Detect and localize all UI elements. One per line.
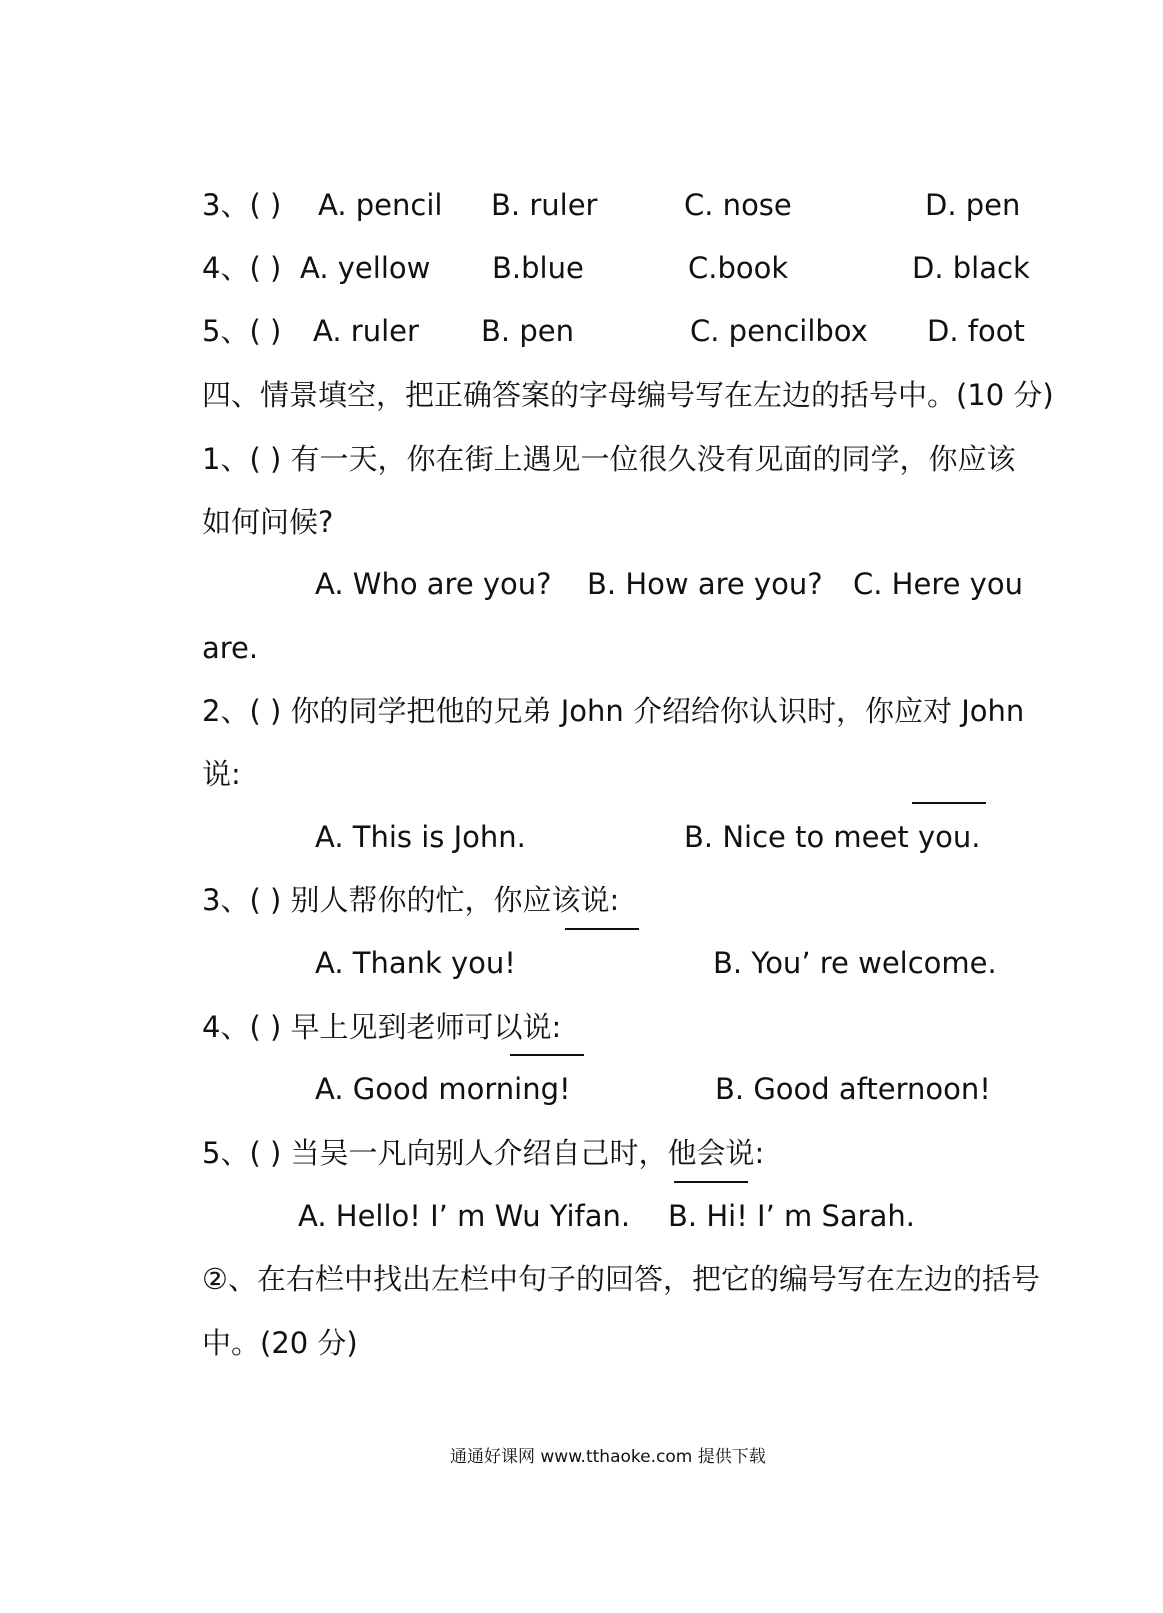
q5-blank-line: [674, 1181, 748, 1183]
choice-row-4-option-c: C.book: [688, 251, 789, 285]
q2-prompt-line2: 说:: [202, 757, 241, 791]
choice-row-5-option-b: B. pen: [481, 314, 574, 348]
choice-row-4-option-d: D. black: [912, 251, 1030, 285]
choice-row-3-option-a: A. pencil: [318, 188, 443, 222]
q2-blank-line: [912, 802, 986, 804]
q1-option-b: B. How are you?: [587, 567, 823, 601]
section5-heading-line1: ②、在右栏中找出左栏中句子的回答，把它的编号写在左边的括号: [202, 1262, 1040, 1296]
section5-heading-line2: 中。(20 分): [202, 1326, 358, 1360]
q5-option-a: A. Hello! I’ m Wu Yifan.: [298, 1199, 631, 1233]
choice-row-3-number: 3、( ): [202, 188, 282, 222]
choice-row-5-option-d: D. foot: [927, 314, 1025, 348]
choice-row-3-option-d: D. pen: [925, 188, 1021, 222]
page-footer: 通通好课网 www.tthaoke.com 提供下载: [450, 1447, 766, 1467]
q5-option-b: B. Hi! I’ m Sarah.: [668, 1199, 915, 1233]
choice-row-4-number: 4、( ): [202, 251, 282, 285]
q2-prompt-line1: 2、( ) 你的同学把他的兄弟 John 介绍给你认识时，你应对 John: [202, 694, 1025, 728]
q4-blank-line: [510, 1054, 584, 1056]
choice-row-3-option-c: C. nose: [684, 188, 792, 222]
q1-prompt-line1: 1、( ) 有一天，你在街上遇见一位很久没有见面的同学，你应该: [202, 442, 1016, 476]
q3-prompt: 3、( ) 别人帮你的忙，你应该说:: [202, 883, 620, 917]
q2-option-a: A. This is John.: [315, 820, 526, 854]
q3-option-b: B. You’ re welcome.: [713, 946, 997, 980]
q4-prompt: 4、( ) 早上见到老师可以说:: [202, 1010, 562, 1044]
section4-heading: 四、情景填空，把正确答案的字母编号写在左边的括号中。(10 分): [202, 378, 1054, 412]
q3-option-a: A. Thank you!: [315, 946, 516, 980]
choice-row-4-option-a: A. yellow: [300, 251, 431, 285]
q5-prompt: 5、( ) 当吴一凡向别人介绍自己时，他会说:: [202, 1136, 765, 1170]
q4-option-a: A. Good morning!: [315, 1072, 571, 1106]
q3-blank-line: [565, 928, 639, 930]
choice-row-4-option-b: B.blue: [492, 251, 584, 285]
q2-option-b: B. Nice to meet you.: [684, 820, 981, 854]
q1-option-c: C. Here you: [853, 567, 1023, 601]
choice-row-5-option-c: C. pencilbox: [690, 314, 868, 348]
q4-option-b: B. Good afternoon!: [715, 1072, 991, 1106]
choice-row-3-option-b: B. ruler: [491, 188, 598, 222]
choice-row-5-option-a: A. ruler: [313, 314, 419, 348]
choice-row-5-number: 5、( ): [202, 314, 282, 348]
q1-option-a: A. Who are you?: [315, 567, 552, 601]
q1-option-c-continued: are.: [202, 631, 259, 665]
q1-prompt-line2: 如何问候?: [202, 505, 334, 539]
